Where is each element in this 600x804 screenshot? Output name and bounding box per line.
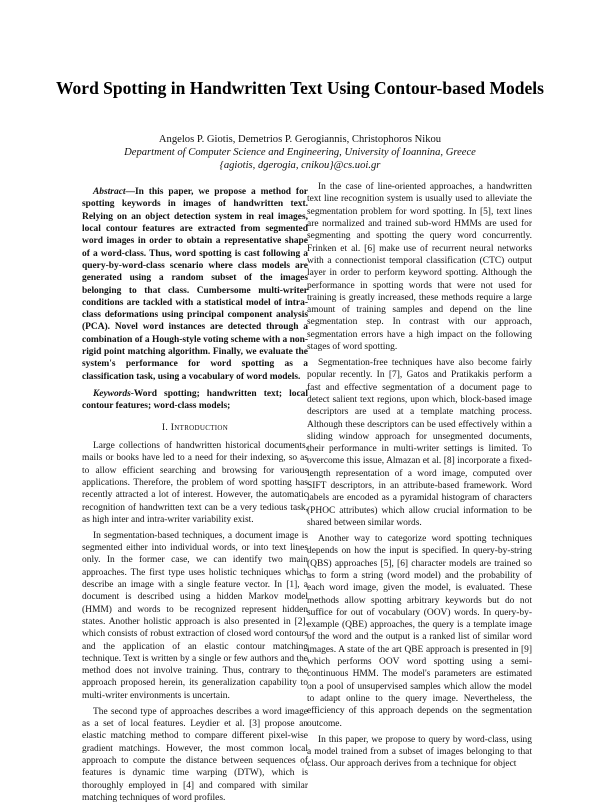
author-list: Angelos P. Giotis, Demetrios P. Gerogiannis, Christophoros Nikou: [158, 134, 442, 145]
abstract-lead: Abstract: [93, 187, 126, 197]
section-heading-introduction: I. Introduction: [161, 421, 229, 433]
intro-paragraph: Large collections of handwritten historical documents, mails or books have led to a need for their indexing, so as to allow efficient searching and browsing for various applications. Therefore, the problem of word spotting has recently attracted a lot of interest. However, the automatic recognition of handwritten text can be a very tedious task, as high inter and intra-writer variability exist.: [82, 440, 308, 525]
body-paragraph: In the case of line-oriented approaches, a handwritten text line recognition system is usually used to alleviate the segmentation problem for word spotting. In [5], text lines are normalized and trained sub-word HMMs are used for segmenting and spotting the query word concurrently. Frinken et al. [6] make use of recurrent neural networks with a connectionist temporal classification (CTC) output layer in order to perform keyword spotting. Although the performance in spotting words that were not used for training is greatly increased, these methods require a large amount of training samples and depend on the line segmentation step. In contrast with our approach, segmentation errors have a high impact on the following stages of word spotting.: [307, 182, 532, 353]
paper-title: Word Spotting in Handwritten Text Using Contour-based Models: [56, 78, 544, 98]
keywords-text: -Word spotting; handwritten text; local contour features; word-class models;: [82, 389, 308, 412]
abstract: [82, 186, 308, 383]
intro-paragraph: In segmentation-based techniques, a document image is segmented either into individual words, or into text lines only. In the former case, we can identify two main approaches. The first type uses holistic techniques which describe an image with a single feature vector. In [1], a document is described using a hidden Markov model (HMM) and words to be recognized represent hidden states. Another holistic approach is also presented in [2], which consists of robust extraction of closed word contours and the application of an elastic contour matching technique. Text is written by a single or few authors and the method does not involve training. Thus, contrary to the approach proposed herein, its generalization capability to multi-writer environments is uncertain.: [82, 530, 308, 701]
author-emails: {agiotis, dgerogia, cnikou}@cs.uoi.gr: [219, 160, 381, 171]
abstract-text: —In this paper, we propose a method for spotting keywords in images of handwritten text. Relying on an object detection system in real images, local contour features are extracted from segmented word images in order to obtain a representative shape of a word-class. Thus, word spotting is cast following a query-by-word-class scenario where class models are generated using a random subset of the images belonging to that class. Cumbersome multi-writer conditions are tackled with a statistical model of intra-class deformations using principal component analysis (PCA). Novel word instances are detected through a combination of a Hough-style voting scheme with a non-rigid point matching algorithm. Finally, we evaluate the system's performance for word spotting as a classification task, using a vocabulary of word models.: [82, 187, 308, 382]
right-column: [307, 181, 532, 770]
affiliation: Department of Computer Science and Engineering, University of Ioannina, Greece: [124, 147, 476, 158]
body-paragraph: In this paper, we propose to query by word-class, using a model trained from a subset of images belonging to that class. Our approach derives from a technique for object: [307, 734, 532, 770]
body-paragraph: Another way to categorize word spotting techniques depends on how the input is specified. In query-by-string (QBS) approaches [5], [6] character models are trained so as to form a string (word model) and the probability of each word image, given the model, is evaluated. These methods allow spotting arbitrary keywords but do not suffice for out of vocabulary (OOV) words. In query-by-example (QBE) approaches, the query is a template image of the word and the output is a ranked list of similar word images. A state of the art QBE approach is presented in [9] which performs OOV word spotting using a semi-continuous HMM. The model's parameters are estimated on a pool of unsupervised samples which allow the model to adapt online to the query image. Nevertheless, the efficiency of this approach depends on the segmentation outcome.: [307, 533, 532, 729]
left-column: [82, 186, 308, 804]
intro-paragraph: The second type of approaches describes a word image as a set of local features. Leydier et al. [3] propose an elastic matching method to compare different pixel-wise gradient matchings. However, the most common local approach to compute the distance between sequences of features is dynamic time warping (DTW), which is thoroughly employed in [4] and compared with similar matching techniques of word profiles.: [82, 706, 308, 803]
body-paragraph: Segmentation-free techniques have also become fairly popular recently. In [7], Gatos and Pratikakis perform a fast and effective segmentation of a document page to detect salient text regions, upon which, block-based image descriptors are used at a template matching process. Although these descriptors can be used effectively within a sliding window approach for unsegmented documents, their performance in multi-writer settings is limited. To overcome this issue, Almazan et al. [8] incorporate a fixed-length representation of a word image, computed over SIFT descriptors, in an attribute-based framework. Word labels are encoded as a pyramidal histogram of characters (PHOC attributes) which allow crucial information to be shared between similar words.: [307, 357, 532, 529]
keywords: [82, 388, 308, 413]
keywords-lead: Keywords: [93, 389, 131, 399]
